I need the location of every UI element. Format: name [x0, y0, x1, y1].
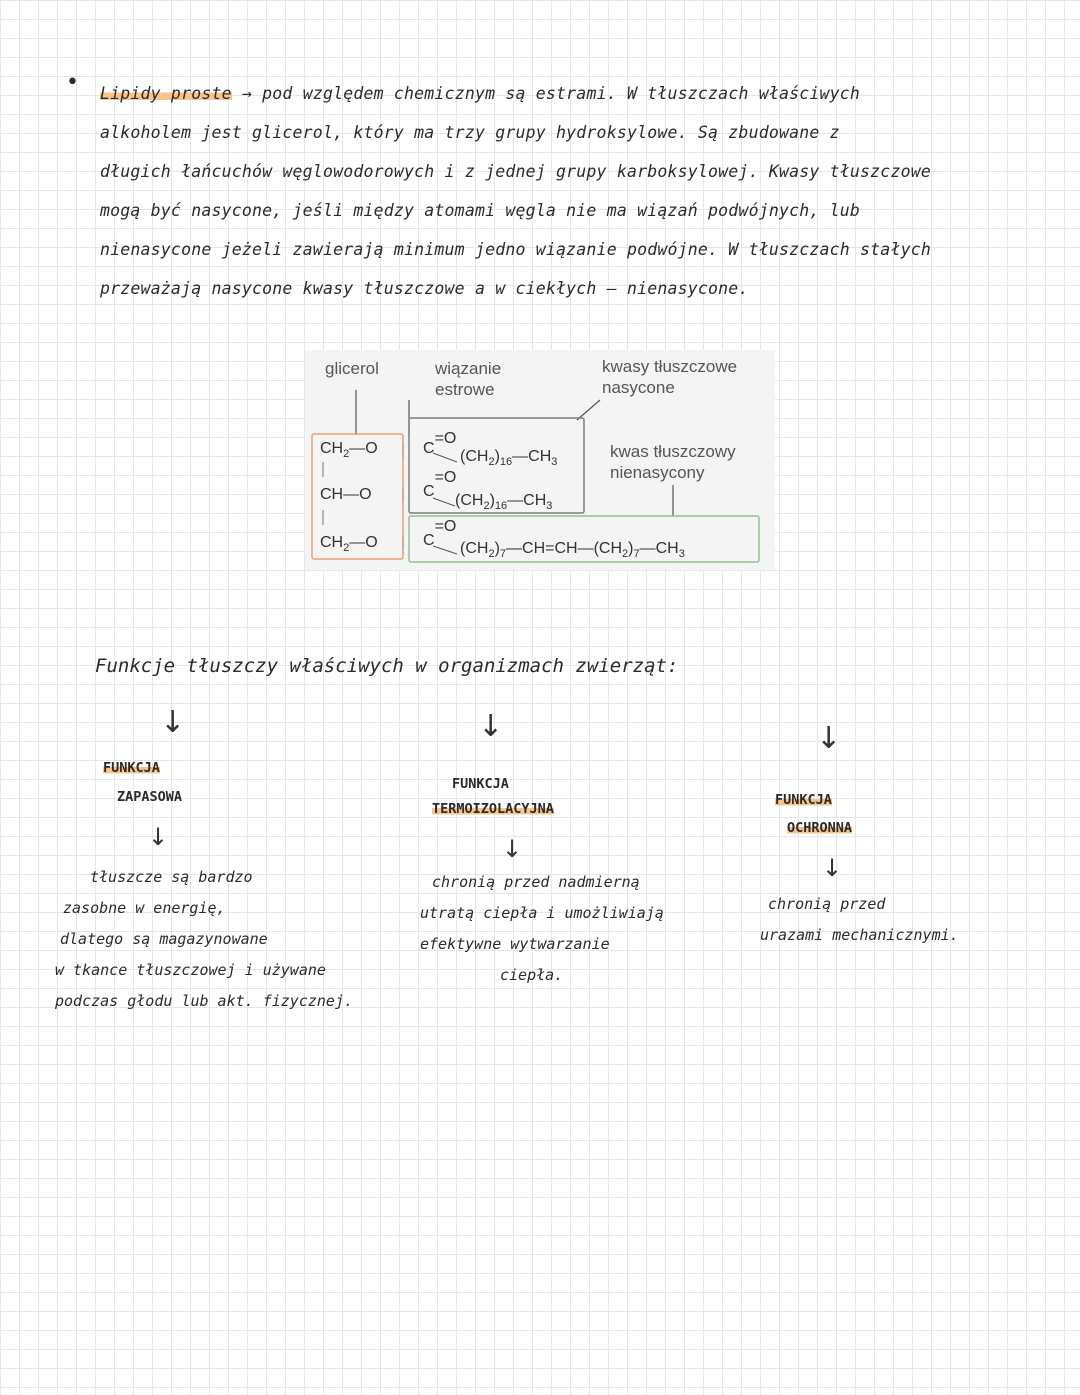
saturated-pointer: [577, 400, 600, 420]
storage-desc-4: w tkance tłuszczowej i używane: [55, 961, 326, 979]
arrow-down-icon: ↓: [822, 854, 843, 882]
lipidy-proste-highlight: Lipidy proste: [100, 84, 232, 103]
thermal-desc-2: utratą ciepła i umożliwiają: [420, 904, 664, 922]
row1-chain: $(CH_2)_{16}—CH_3$: [460, 448, 558, 468]
label-glycerol: glicerol: [325, 359, 379, 378]
thermal-description: [420, 867, 664, 991]
functions-title: Funkcje tłuszczy właściwych w organizmach zwierząt:: [95, 655, 679, 677]
bullet-dot: •: [66, 70, 79, 95]
intro-line-2: alkoholem jest glicerol, który ma trzy grupy hydroksylowe. Są zbudowane z: [100, 123, 840, 142]
storage-desc-3: dlatego są magazynowane: [60, 930, 268, 948]
storage-label-1: FUNKCJA: [103, 760, 160, 776]
storage-desc-2: zasobne w energię,: [63, 899, 226, 917]
protective-label-2: OCHRONNA: [787, 820, 853, 836]
protective-label-1: FUNKCJA: [775, 792, 832, 808]
label-saturated-2: nasycone: [602, 378, 675, 397]
label-ester-bond-1: wiązanie: [435, 359, 502, 378]
arrow-down-icon: ↓: [148, 823, 169, 851]
thermal-desc-3: efektywne wytwarzanie: [420, 935, 610, 953]
row1-ch2: $CH_2—O$: [320, 440, 378, 460]
storage-desc-1: tłuszcze są bardzo: [90, 868, 253, 886]
thermal-desc-4: ciepła.: [500, 966, 564, 984]
intro-line-3: długich łańcuchów węglowodorowych i z jednej grupy karboksylowej. Kwasy tłuszczowe: [100, 162, 931, 181]
protective-desc-2: urazami mechanicznymi.: [760, 926, 959, 944]
label-unsaturated-2: nienasycony: [610, 463, 705, 482]
intro-line-4: mogą być nasycone, jeśli między atomami węgla nie ma wiązań podwójnych, lub: [100, 201, 861, 220]
row1-carbonyl: C=O: [423, 430, 457, 457]
arrow-down-icon: ↓: [478, 709, 504, 744]
intro-line-5: nienasycone jeżeli zawierają minimum jedno wiązanie podwójne. W tłuszczach stałych: [100, 240, 931, 259]
thermal-desc-1: chronią przed nadmierną: [432, 873, 640, 891]
co-bond-3: [433, 546, 457, 554]
row2-carbonyl: C=O: [423, 469, 457, 500]
label-unsaturated-1: kwas tłuszczowy: [610, 442, 736, 461]
co-bond-2: [433, 498, 455, 506]
protective-description: [760, 889, 959, 951]
intro-line-6: przeważają nasycone kwasy tłuszczowe a w ciekłych – nienasycone.: [100, 279, 749, 298]
row2-chain: $(CH_2)_{16}—CH_3$: [455, 492, 553, 512]
storage-label-2: ZAPASOWA: [117, 789, 183, 805]
intro-line-1-rest: → pod względem chemicznym są estrami. W tłuszczach właściwych: [241, 84, 861, 103]
row3-carbonyl: C=O: [423, 518, 457, 549]
thermal-label-2: TERMOIZOLACYJNA: [432, 801, 554, 817]
row3-chain: $(CH_2)_7—CH=CH—(CH_2)_7—CH_3$: [460, 540, 685, 560]
row3-ch2: $CH_2—O$: [320, 534, 378, 554]
row2-ch: CH—O: [320, 486, 372, 503]
protective-desc-1: chronią przed: [768, 895, 886, 913]
arrow-down-icon: ↓: [816, 721, 842, 756]
label-ester-bond-2: estrowe: [435, 380, 495, 399]
thermal-label-1: FUNKCJA: [452, 776, 509, 792]
label-saturated-1: kwasy tłuszczowe: [602, 357, 738, 376]
intro-line-1: [100, 74, 1030, 113]
triglyceride-diagram: [305, 350, 775, 570]
co-bond-1: [433, 453, 457, 462]
storage-desc-5: podczas głodu lub akt. fizycznej.: [55, 992, 354, 1010]
arrow-down-icon: ↓: [502, 835, 523, 863]
storage-description: [55, 862, 353, 1017]
intro-paragraph: [100, 74, 1030, 308]
arrow-down-icon: ↓: [160, 705, 186, 740]
